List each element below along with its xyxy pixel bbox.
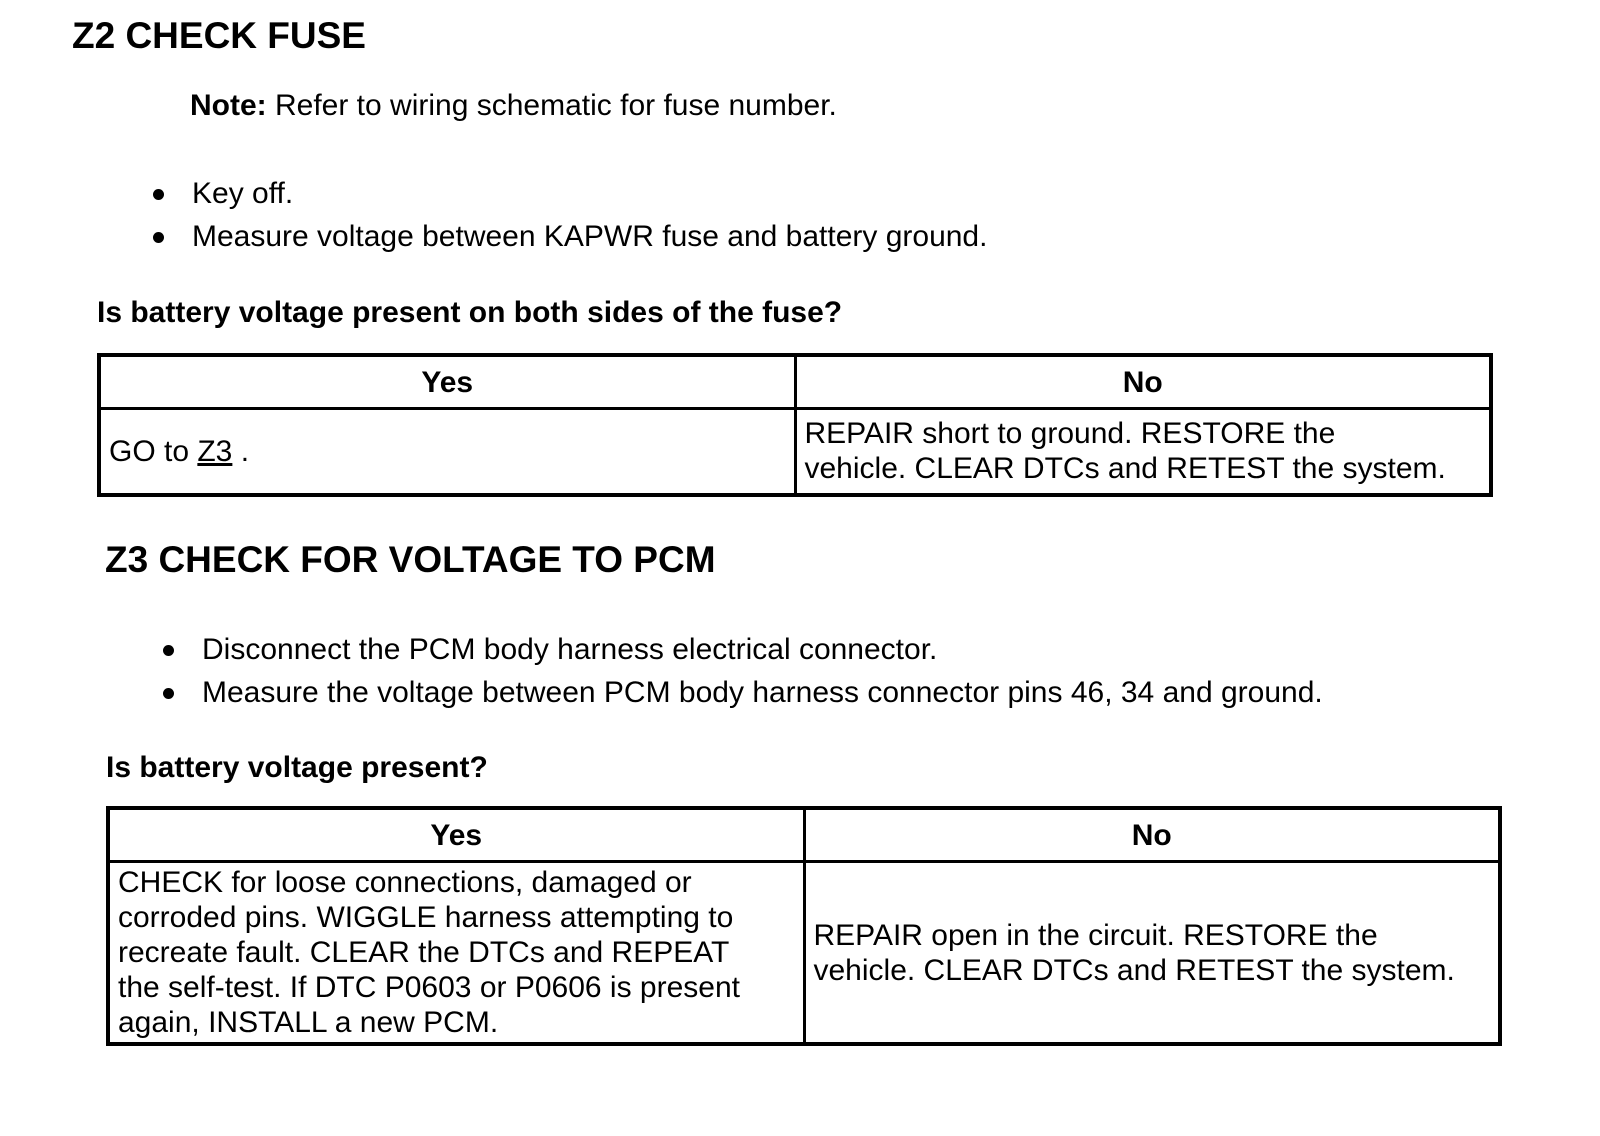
z2-yes-header: Yes: [99, 355, 795, 409]
z2-no-cell: [795, 409, 1491, 495]
z3-step-text: Measure the voltage between PCM body harness connector pins 46, 34 and ground.: [202, 676, 1323, 709]
z3-yes-line: again, INSTALL a new PCM.: [118, 1006, 499, 1039]
z2-question: Is battery voltage present on both sides of the fuse?: [97, 296, 843, 329]
z2-result-table: [97, 353, 1493, 497]
z3-yes-line: recreate fault. CLEAR the DTCs and REPEAT: [118, 936, 730, 969]
z2-yes-suffix: .: [232, 434, 250, 468]
z3-no-cell: [804, 862, 1500, 1045]
table-header-row: [108, 808, 1500, 862]
table-row: [99, 409, 1491, 495]
z3-no-line: vehicle. CLEAR DTCs and RETEST the system.: [813, 953, 1455, 987]
z2-no-header: No: [795, 355, 1491, 409]
z3-yes-line: CHECK for loose connections, damaged or: [118, 866, 692, 899]
table-header-row: [99, 355, 1491, 409]
z2-no-line: vehicle. CLEAR DTCs and RETEST the system.: [804, 452, 1446, 486]
z2-step-text: Measure voltage between KAPWR fuse and battery ground.: [192, 220, 988, 253]
z3-yes-cell: [108, 862, 804, 1045]
z3-yes-header: Yes: [108, 808, 804, 862]
z2-title: Z2 CHECK FUSE: [72, 15, 366, 56]
z3-step-text: Disconnect the PCM body harness electrical connector.: [202, 633, 938, 666]
z2-note: [190, 89, 837, 123]
list-item: [163, 671, 1323, 714]
bullet-icon: [163, 688, 174, 699]
goto-z3-link[interactable]: Z3: [197, 434, 233, 468]
list-item: [153, 215, 987, 258]
z3-no-header: No: [804, 808, 1500, 862]
list-item: [153, 172, 987, 215]
bullet-icon: [153, 189, 164, 200]
z3-title: Z3 CHECK FOR VOLTAGE TO PCM: [105, 539, 716, 580]
z3-yes-line: corroded pins. WIGGLE harness attempting to: [118, 901, 734, 934]
z3-step-list: [163, 628, 1323, 714]
z3-question: Is battery voltage present?: [106, 751, 488, 784]
z2-step-text: Key off.: [192, 177, 294, 210]
z2-no-line: REPAIR short to ground. RESTORE the: [804, 417, 1336, 451]
z2-note-text: Refer to wiring schematic for fuse number.: [266, 89, 837, 122]
z2-note-label: Note:: [190, 89, 267, 122]
z2-yes-cell: [99, 409, 795, 495]
list-item: [163, 628, 1323, 671]
z2-yes-prefix: GO to: [109, 434, 198, 468]
z2-step-list: [153, 172, 987, 258]
z3-no-line: REPAIR open in the circuit. RESTORE the: [813, 918, 1378, 952]
table-row: [108, 862, 1500, 1045]
bullet-icon: [153, 232, 164, 243]
z3-result-table: [106, 806, 1502, 1046]
bullet-icon: [163, 645, 174, 656]
z3-yes-line: the self-test. If DTC P0603 or P0606 is present: [118, 971, 740, 1004]
